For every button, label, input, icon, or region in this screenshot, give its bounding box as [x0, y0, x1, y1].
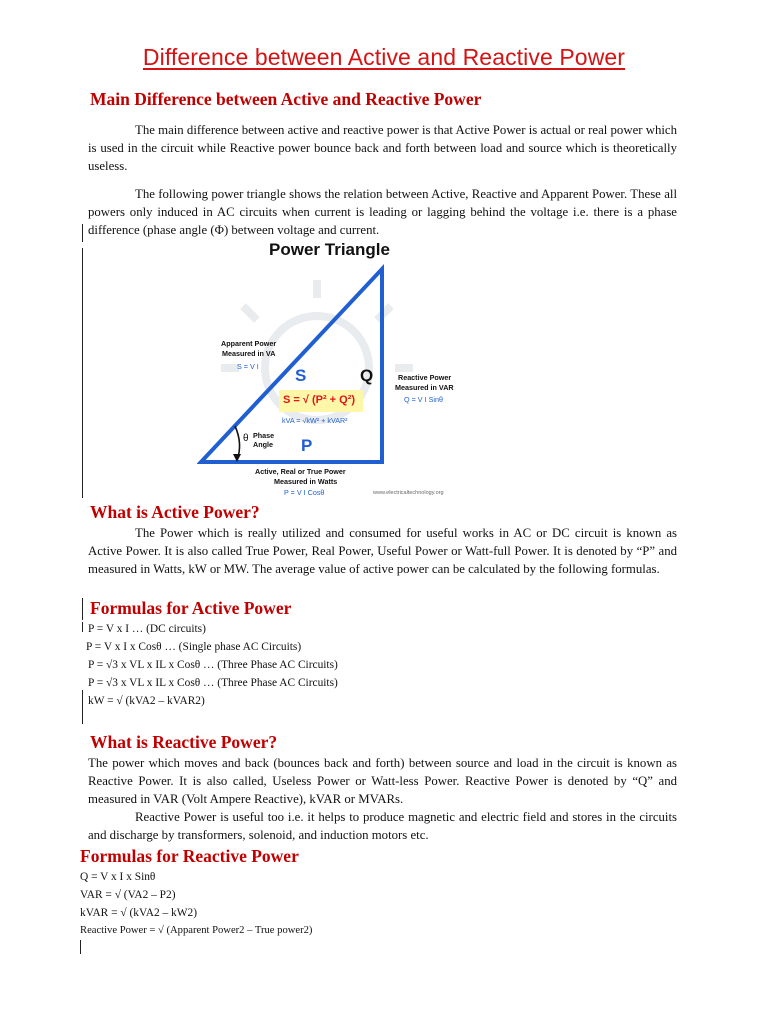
reactive-power-formula: Q = V I Sinθ [404, 395, 443, 404]
figure-credit: www.electricaltechnology.org [373, 490, 444, 496]
apparent-power-unit: Measured in VA [222, 349, 276, 358]
active-formula-4: P = √3 x VL x IL x Cosθ … (Three Phase AC Circuits) [88, 677, 338, 689]
reactive-formula-2: VAR = √ (VA2 – P2) [80, 889, 176, 901]
main-difference-heading: Main Difference between Active and Reactive Power [90, 89, 482, 109]
active-formula-2: P = V x I x Cosθ … (Single phase AC Circuits) [86, 641, 302, 653]
reactive-formula-4: Reactive Power = √ (Apparent Power2 – True power2) [80, 925, 313, 936]
s-letter: S [295, 366, 307, 385]
reactive-power-label: Reactive Power [398, 373, 452, 382]
reactive-power-paragraph: The power which moves and back (bounces back and forth) between source and load in the circuit is known as Reactive Power. It is also called, Useless Power or Watt-less Power. Reactive Power is denoted by “Q” and measured in VAR (Volt Ampere Reactive), kVAR or MVARs. [88, 756, 677, 806]
phase-angle-label-line1: Phase [253, 431, 275, 440]
reactive-power-usage-paragraph: Reactive Power is useful too i.e. it helps to produce magnetic and electric field and stores in the circuits and discharge by transformers, solenoid, and induction motors etc. [88, 810, 677, 842]
active-power-heading: What is Active Power? [90, 502, 260, 522]
margin-bar [82, 598, 83, 620]
reactive-power-unit: Measured in VAR [395, 383, 454, 392]
power-triangle-graphic [197, 240, 462, 502]
apparent-power-equation: S = √ (P² + Q²) [283, 394, 356, 406]
margin-bar [82, 690, 83, 724]
active-formula-3: P = √3 x VL x IL x Cosθ … (Three Phase AC Circuits) [88, 659, 338, 671]
figure-title: Power Triangle [269, 240, 390, 259]
reactive-power-formulas-heading: Formulas for Reactive Power [80, 846, 299, 866]
intro-paragraph: The main difference between active and reactive power is that Active Power is actual or real power which is used in the circuit while Reactive power bounce back and forth between load and source which is theoretically useless. [88, 123, 677, 173]
active-power-formula: P = V I Cosθ [284, 488, 325, 497]
page-title: Difference between Active and Reactive Power [142, 44, 626, 70]
phase-angle-label-line2: Angle [253, 440, 273, 449]
kva-equation: kVA = √kW² + kVAR² [282, 416, 348, 425]
apparent-power-label: Apparent Power [221, 339, 277, 348]
reactive-formula-1: Q = V x I x Sinθ [80, 871, 156, 883]
active-power-paragraph: The Power which is really utilized and consumed for useful works in AC or DC circuit is known as Active Power. It is also called True Power, Real Power, Useful Power or Watt-full Power. It is denoted by “P” and measured in Watts, kW or MW. The average value of active power can be calculated by the following formulas. [88, 526, 677, 576]
active-formula-5: kW = √ (kVA2 – kVAR2) [88, 695, 205, 707]
apparent-power-formula: S = V I [237, 362, 259, 371]
reactive-power-heading: What is Reactive Power? [90, 732, 278, 752]
q-letter: Q [360, 366, 374, 385]
power-triangle-figure [197, 240, 462, 502]
text-cursor [80, 940, 81, 954]
theta-symbol: θ [243, 433, 249, 444]
active-power-unit: Measured in Watts [274, 477, 338, 486]
active-power-label: Active, Real or True Power [255, 467, 346, 476]
active-power-formulas-heading: Formulas for Active Power [90, 598, 292, 618]
margin-bar [82, 224, 83, 242]
active-formula-1: P = V x I … (DC circuits) [88, 623, 206, 635]
power-triangle-intro-paragraph: The following power triangle shows the relation between Active, Reactive and Apparent Power. These all powers only induced in AC circuits when current is leading or lagging behind the voltage i.e. there is a phase difference (phase angle (Φ) between voltage and current. [88, 187, 677, 237]
margin-bar [82, 622, 83, 632]
margin-bar [82, 248, 83, 498]
reactive-formula-3: kVAR = √ (kVA2 – kW2) [80, 907, 197, 919]
p-letter: P [301, 436, 313, 455]
